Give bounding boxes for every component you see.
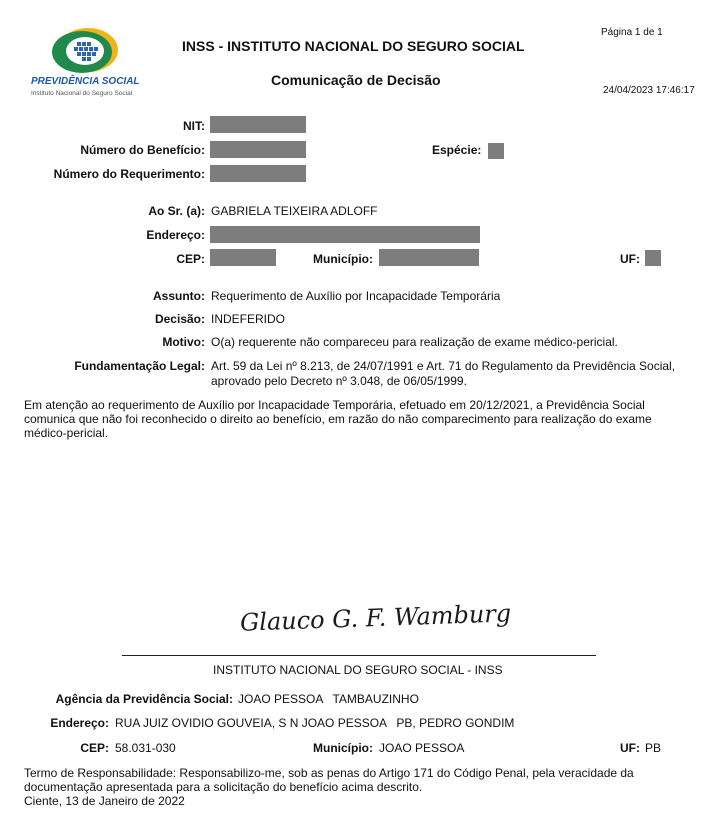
nit-label: NIT: [183, 119, 205, 133]
decisao-value: INDEFERIDO [211, 312, 286, 326]
decision-paragraph [24, 398, 709, 440]
ao-sr-value: GABRIELA TEIXEIRA ADLOFF [211, 204, 378, 218]
term-line-1: Termo de Responsabilidade: Responsabilizo-me, sob as penas do Artigo 171 do Código Penal, pela veracidade da [24, 766, 634, 780]
assunto-value: Requerimento de Auxílio por Incapacidade Temporária [211, 289, 501, 303]
nit-redacted [210, 116, 306, 133]
responsibility-term [24, 766, 709, 808]
print-datetime: 24/04/2023 17:46:17 [603, 85, 695, 96]
agency-municipio-value: JOAO PESSOA [379, 741, 465, 755]
ao-sr-label: Ao Sr. (a): [148, 204, 205, 218]
logo-subtitle: Instituto Nacional do Seguro Social [31, 90, 133, 97]
uf-label: UF: [620, 252, 640, 266]
paragraph-line-3: médico-pericial. [24, 426, 109, 440]
term-line-2: documentação apresentada para a solicitação do benefício acima descrito. [24, 780, 423, 794]
requerimento-label: Número do Requerimento: [53, 167, 205, 181]
especie-label: Espécie: [432, 143, 482, 157]
agency-endereco-value: RUA JUIZ OVIDIO GOUVEIA, S N JOAO PESSOA PB, PEDRO GONDIM [115, 716, 515, 730]
logo-brand-text: PREVIDÊNCIA SOCIAL [31, 76, 140, 87]
page-indicator: Página 1 de 1 [601, 27, 663, 38]
fundamentacao-line-1: Art. 59 da Lei nº 8.213, de 24/07/1991 e Art. 71 do Regulamento da Previdência Social, [211, 359, 676, 373]
endereco-redacted [210, 226, 480, 243]
fundamentacao-label: Fundamentação Legal: [74, 359, 205, 373]
previdencia-logo [28, 24, 148, 100]
document-title: Comunicação de Decisão [271, 72, 441, 88]
municipio-redacted [379, 249, 479, 266]
agencia-label: Agência da Previdência Social: [55, 692, 233, 706]
paragraph-line-2: comunica que não foi reconhecido o direito ao benefício, em razão do não comparecimento para realização do exame [24, 412, 652, 426]
agency-cep-value: 58.031-030 [115, 741, 176, 755]
agency-uf-label: UF: [620, 741, 640, 755]
fundamentacao-line-2: aprovado pelo Decreto nº 3.048, de 06/05/1999. [211, 374, 467, 388]
agency-municipio-label: Município: [313, 741, 373, 755]
requerimento-redacted [210, 165, 306, 182]
municipio-label: Município: [313, 252, 373, 266]
previdencia-logo-icon [28, 24, 148, 76]
agency-cep-label: CEP: [80, 741, 109, 755]
term-line-3: Ciente, 13 de Janeiro de 2022 [24, 794, 185, 808]
cep-redacted [210, 249, 276, 266]
signature-caption: INSTITUTO NACIONAL DO SEGURO SOCIAL - INSS [213, 663, 503, 677]
agency-endereco-label: Endereço: [50, 716, 109, 730]
especie-redacted [488, 143, 504, 159]
assunto-label: Assunto: [153, 289, 205, 303]
beneficio-redacted [210, 141, 306, 158]
beneficio-label: Número do Benefício: [80, 143, 205, 157]
agencia-value: JOAO PESSOA TAMBAUZINHO [238, 692, 419, 706]
signature-handwriting: Glauco G. F. Wamburg [239, 599, 512, 637]
uf-redacted [645, 250, 661, 266]
decisao-label: Decisão: [154, 312, 205, 326]
motivo-value: O(a) requerente não compareceu para realização de exame médico-pericial. [211, 335, 618, 349]
motivo-label: Motivo: [162, 335, 205, 349]
endereco-label: Endereço: [146, 228, 205, 242]
paragraph-line-1: Em atenção ao requerimento de Auxílio por Incapacidade Temporária, efetuado em 20/12/2021, a Previdência Social [24, 398, 645, 412]
agency-uf-value: PB [645, 741, 662, 755]
cep-label: CEP: [176, 252, 205, 266]
signature-line [122, 655, 596, 656]
institution-title: INSS - INSTITUTO NACIONAL DO SEGURO SOCIAL [182, 38, 525, 54]
